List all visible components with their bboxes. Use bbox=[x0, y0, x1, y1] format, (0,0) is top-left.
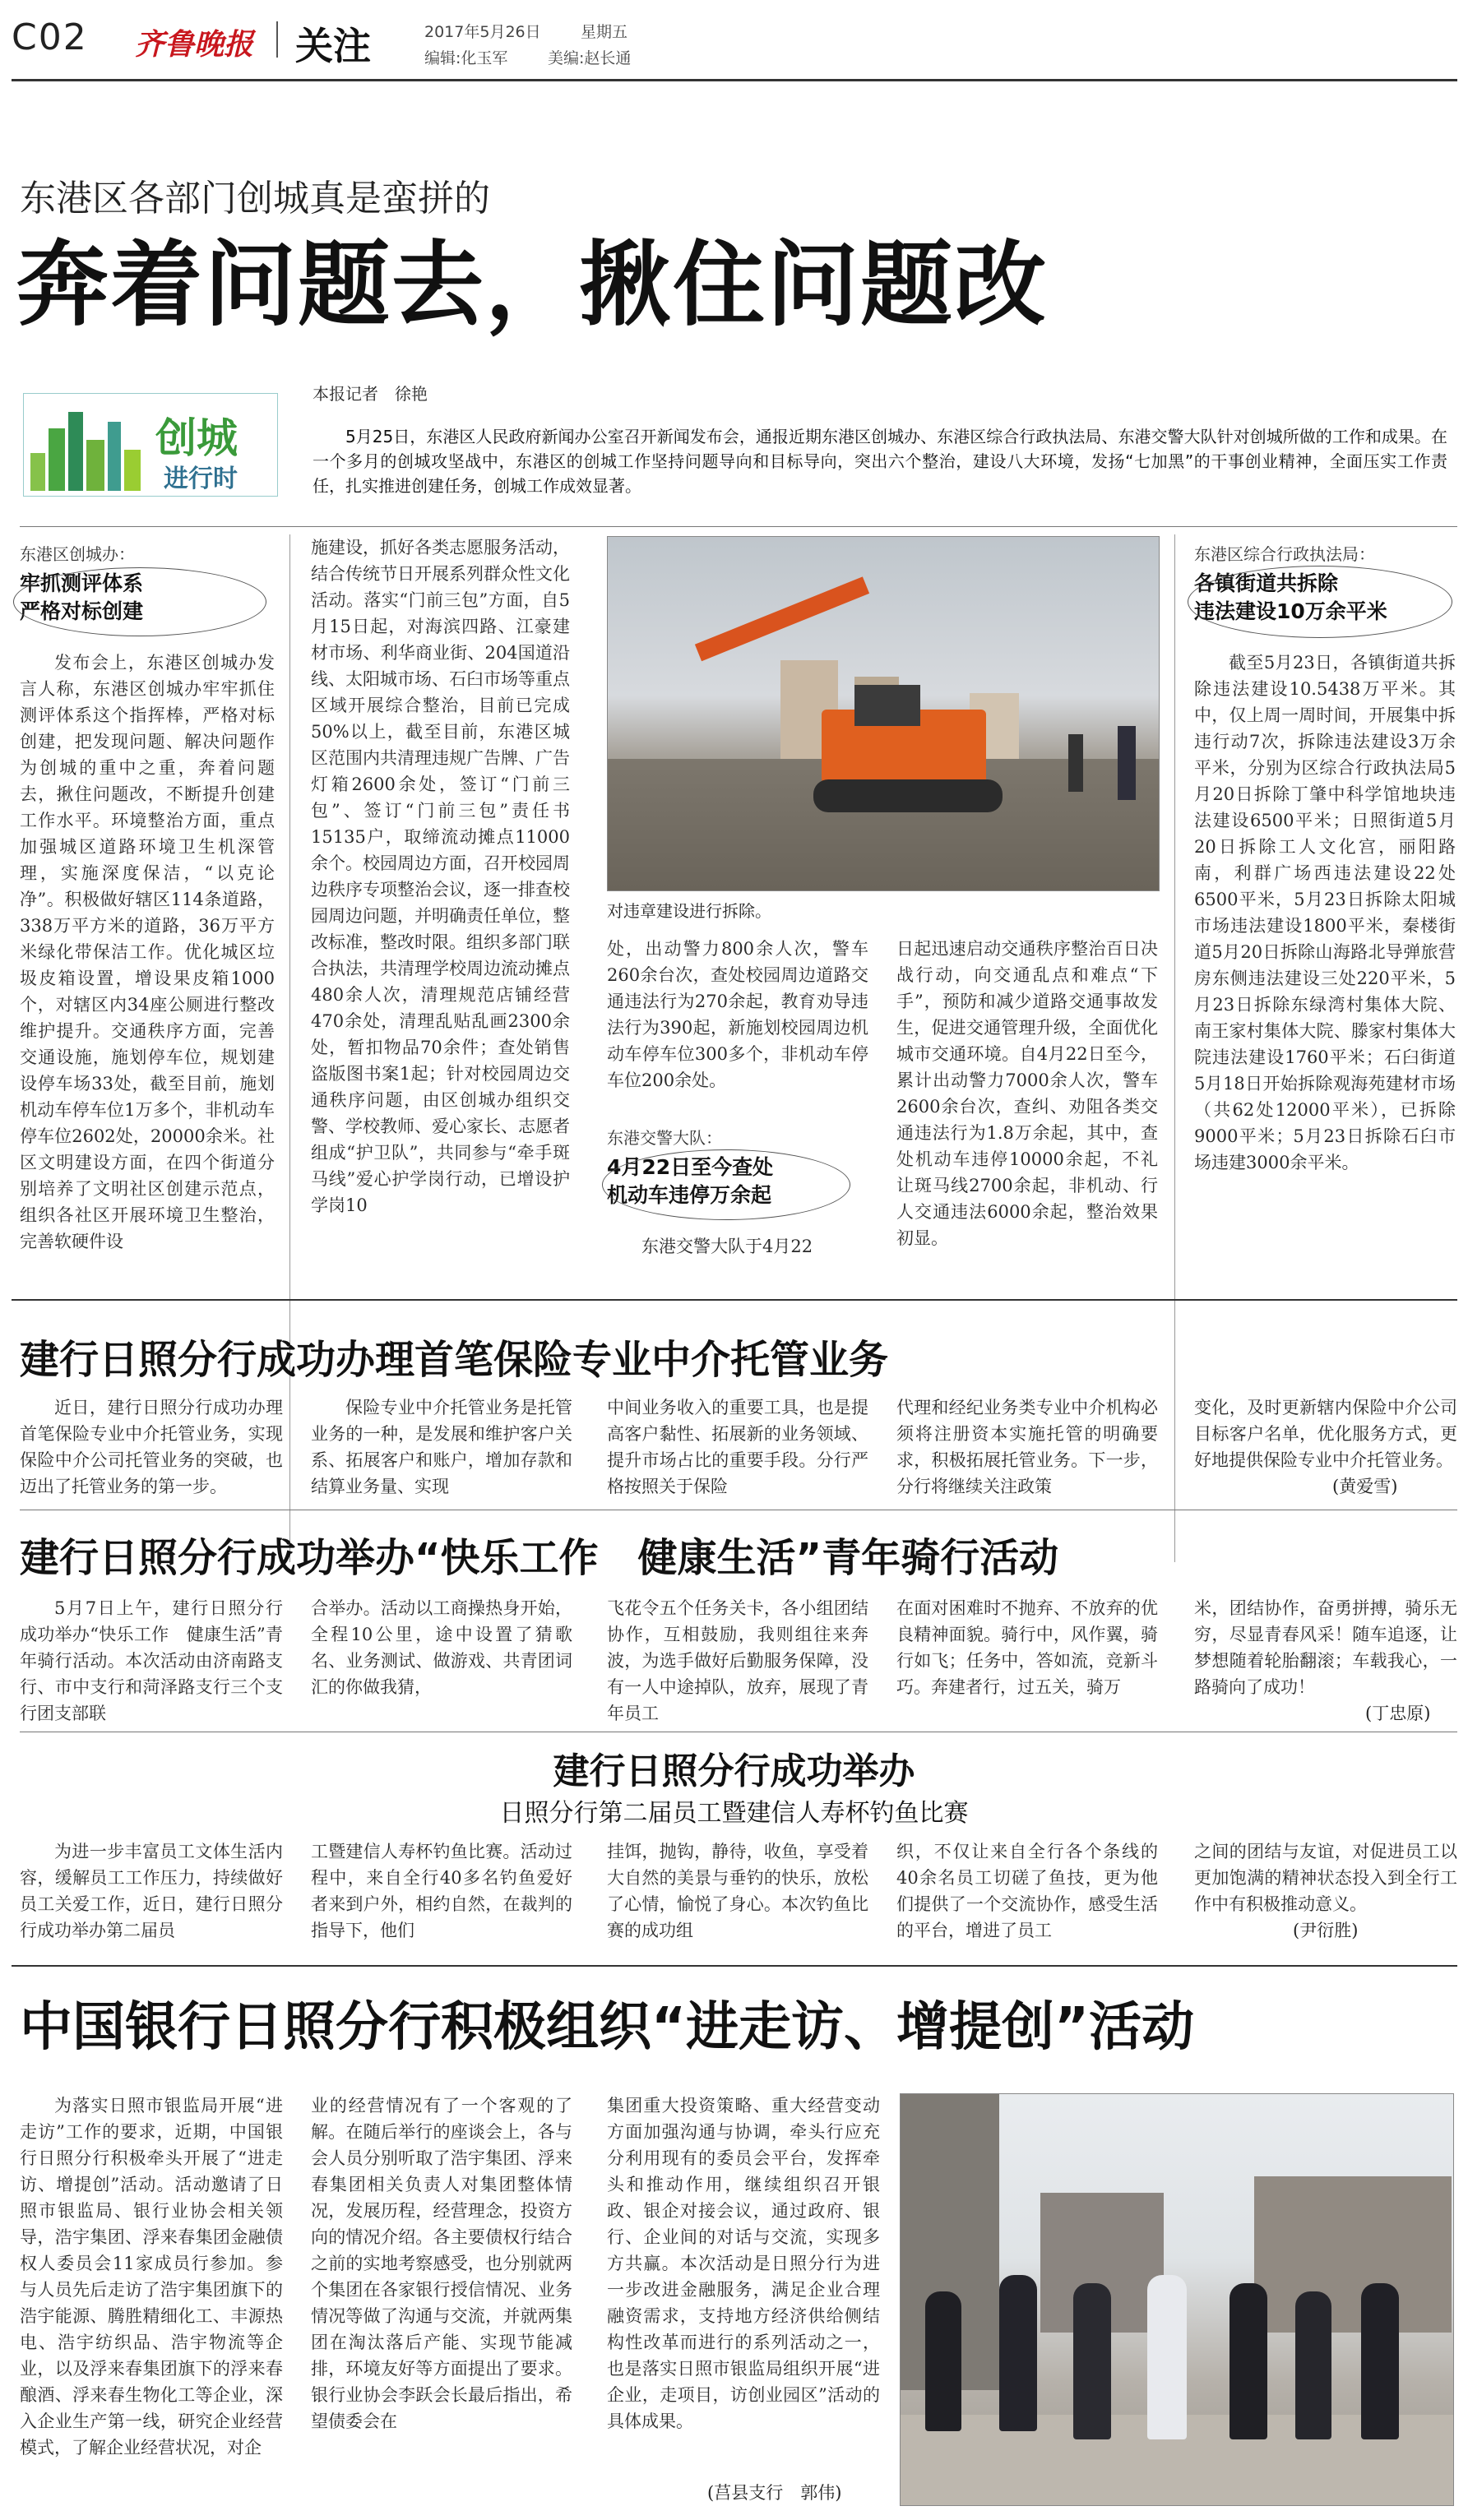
subhead-chuangcheng-office bbox=[20, 541, 266, 640]
lead-column-4 bbox=[896, 936, 1158, 1266]
ccb2-author: (丁忠原) bbox=[1365, 1704, 1431, 1723]
ccb3-subhead: 日照分行第二届员工暨建信人寿杯钓鱼比赛 bbox=[499, 1799, 969, 1828]
subhead-traffic-police bbox=[607, 1125, 868, 1232]
lead-byline: 本报记者 徐艳 bbox=[313, 384, 428, 404]
ccb2-col-3 bbox=[607, 1595, 868, 1727]
photo-person bbox=[1361, 2283, 1399, 2439]
logo-text-jinxingshi: 进行时 bbox=[164, 465, 238, 493]
demolition-photo-caption: 对违章建设进行拆除。 bbox=[607, 901, 771, 921]
lead-column-2-text: 施建设，抓好各类志愿服务活动，结合传统节日开展系列群众性文化活动。落实“门前三包”方面，自5月15日起，对海滨四路、江豪建材市场、利华商业街、204国道沿线、太阳城市场、石臼市场等重点区域开展综合整治，目前已完成50%以上，截至目前，东港区城区范围内共清理违规广告牌、广告灯箱2600余处，签订“门前三包”、签订“门前三包”责任书15135户，取缔流动摊点11000余个。校园周边方面，召开校园周边秩序专项整治会议，逐一排查校园周边问题，并明确责任单位，整改标准，整改时限。组织多部门联合执法，共清理学校周边流动摊点480余人次，清理规范店铺经营470余处，清理乱贴乱画2300余处，暂扣物品70余件；查处销售盗版图书案1起；针对校园周边交通秩序问题，由区创城办组织交警、学校教师、爱心家长、志愿者组成“护卫队”，共同参与“牵手斑马线”爱心护学岗行动，已增设护学岗10 bbox=[311, 538, 570, 1215]
ccb2-col-3-text: 飞花令五个任务关卡，各小组团结协作，互相鼓励，我则组往来奔波，为选手做好后勤服务保障，没有一人中途掉队，放弃，展现了青年员工 bbox=[607, 1598, 868, 1723]
ccb2-col-5-text: 米，团结协作，奋勇拼搏，骑乐无穷，尽显青春风采！随车追逐，让梦想随着轮胎翻滚；车载我心，一路骑向了成功！ bbox=[1194, 1598, 1457, 1697]
lead-headline: 奔着问题去，揪住问题改 bbox=[16, 232, 1048, 339]
issue-weekday: 星期五 bbox=[581, 23, 628, 41]
subhead-oval bbox=[602, 1149, 850, 1220]
issue-date: 2017年5月26日 bbox=[424, 23, 541, 41]
demolition-photo bbox=[607, 536, 1160, 891]
lead-column-3b bbox=[607, 1233, 868, 1266]
ccb1-col-1-text: 近日，建行日照分行成功办理首笔保险专业中介托管业务，实现保险中介公司托管业务的突破，也迈出了托管业务的第一步。 bbox=[20, 1398, 283, 1496]
editor-credit: 编辑:化玉军 bbox=[424, 49, 508, 67]
boc-col-1-text: 为落实日照市银监局开展“进走访”工作的要求，近期，中国银行日照分行积极牵头开展了“进走访、增提创”活动。活动邀请了日照市银监局、银行业协会相关领导，浩宇集团、浮来春集团金融债权人委员会11家成员行参加。参与人员先后走访了浩宇集团旗下的浩宇能源、腾胜精细化工、丰源热电、浩宇纺织品、浩宇物流等企业，以及浮来春集团旗下的浮来春酿酒、浮来春生物化工等企业，深入企业生产第一线，研究企业经营模式，了解企业经营状况，对企 bbox=[20, 2096, 283, 2458]
ccb3-col-2-text: 工暨建信人寿杯钓鱼比赛。活动过程中，来自全行40多名钓鱼爱好者来到户外，相约自然，在裁判的指导下，他们 bbox=[311, 1842, 572, 1940]
ccb3-col-4-text: 织，不仅让来自全行各个条线的40余名员工切磋了鱼技，更为他们提供了一个交流协作，感受生活的平台，增进了员工 bbox=[896, 1842, 1158, 1940]
subhead-tag: 东港区创城办： bbox=[20, 544, 135, 564]
boc-col-2-text: 业的经营情况有了一个客观的了解。在随后举行的座谈会上，各与会人员分别听取了浩宇集团、浮来春集团相关负责人对集团整体情况，发展历程，经营理念，投资方向的情况介绍。各主要债权行结合之前的实地考察感受，也分别就两个集团在各家银行授信情况、业务情况等做了沟通与交流，并就两集团在淘汰落后产能、实现节能减排，环境友好等方面提出了要求。银行业协会李跃会长最后指出，希望债委会在 bbox=[311, 2096, 572, 2431]
lead-column-5-text: 截至5月23日，各镇街道共拆除违法建设10.5438万平米。其中，仅上周一周时间，开展集中拆违行动7次，拆除违法建设3万余平米，分别为区综合行政执法局5月20日拆除丁肇中科学馆地块违法建设6500平米；日照街道5月20日拆除工人文化宫，丽阳路南，利群广场西违法建设22处6500平米，5月23日拆除太阳城市场违法建设1800平米，秦楼街道5月20日拆除山海路北导弹旅营房东侧违法建设三处220平米，5月23日拆除东绿湾村集体大院、南王家村集体大院、滕家村集体大院违法建设1760平米；石臼街道5月18日开始拆除观海苑建材市场（共62处12000平米），已拆除9000平米；5月23日拆除石臼市场违建3000余平米。 bbox=[1194, 653, 1456, 1172]
subhead-line: 4月22日至今查处 bbox=[607, 1155, 774, 1179]
boc-col-2 bbox=[311, 2092, 572, 2504]
ccb2-headline: 建行日照分行成功举办“快乐工作 健康生活”青年骑行活动 bbox=[20, 1535, 1059, 1581]
logo-text-chuangcheng: 创城 bbox=[155, 414, 238, 462]
visit-group-photo bbox=[900, 2093, 1454, 2506]
photo-building bbox=[1254, 2176, 1452, 2333]
paper-logo: 齐鲁晚报 bbox=[135, 27, 254, 62]
ccb1-author: (黄爱雪) bbox=[1332, 1477, 1398, 1496]
ccb3-col-1-text: 为进一步丰富员工文体生活内容，缓解员工工作压力，持续做好员工关爱工作，近日，建行日照分行成功举办第二届员 bbox=[20, 1842, 283, 1940]
ccb3-col-4 bbox=[896, 1838, 1158, 1944]
ccb2-col-2-text: 合举办。活动以工商操热身开始，全程10公里，途中设置了猜歌名、业务测试、做游戏、共青团词汇的你做我猜， bbox=[311, 1598, 572, 1697]
masthead-divider bbox=[276, 21, 278, 58]
boc-col-1 bbox=[20, 2092, 283, 2504]
excavator-arm bbox=[695, 576, 869, 661]
page-number: C02 bbox=[12, 16, 88, 58]
intro-rule bbox=[20, 526, 1457, 527]
ccb3-col-3-text: 挂饵，抛钩，静待，收鱼，享受着大自然的美景与垂钓的快乐，放松了心情，愉悦了身心。本次钓鱼比赛的成功组 bbox=[607, 1842, 868, 1940]
subhead-oval bbox=[1188, 566, 1452, 638]
ccb1-col-4 bbox=[896, 1394, 1158, 1500]
subhead-line: 各镇街道共拆除 bbox=[1194, 571, 1339, 595]
boc-col-3-text: 集团重大投资策略、重大经营变动方面加强沟通与协调，牵头行应充分利用现有的委员会平台，发挥牵头和推动作用，继续组织召开银政、银企对接会议，通过政府、银行、企业间的对话与交流，实现多方共赢。本次活动是日照分行为进一步改进金融服务，满足企业合理融资需求，支持地方经济供给侧结构性改革而进行的系列活动之一，也是落实日照市银监局组织开展“进企业，走项目，访创业园区”活动的具体成果。 bbox=[607, 2096, 880, 2431]
boc-author: (莒县支行 郭伟) bbox=[707, 2483, 842, 2503]
lead-column-4-text: 日起迅速启动交通秩序整治百日决战行动，向交通乱点和难点“下手”，预防和减少道路交通事故发生，促进交通管理升级，全面优化城市交通环境。自4月22日至今，累计出动警力7000余人次，警车2600余台次，查纠、劝阻各类交通违法行为1.8万余起，其中，查处机动车违停10000余起，不礼让斑马线2700余起，非机动、行人交通违法6000余起，整治效果初显。 bbox=[896, 939, 1158, 1248]
photo-person bbox=[1230, 2283, 1267, 2439]
section-rule bbox=[12, 1965, 1457, 1967]
ccb3-col-5 bbox=[1194, 1838, 1457, 1917]
ccb3-col-5-text: 之间的团结与友谊，对促进员工以更加饱满的精神状态投入到全行工作中有积极推动意义。 bbox=[1194, 1842, 1457, 1914]
masthead-rule bbox=[12, 79, 1457, 81]
ccb3-author: (尹衍胜) bbox=[1293, 1921, 1359, 1940]
ccb2-col-4-text: 在面对困难时不抛弃、不放弃的优良精神面貌。骑行中，风作翼，骑行如飞；任务中，答如流，竞新斗巧。奔建者行，过五关，骑万 bbox=[896, 1598, 1158, 1697]
ccb1-headline: 建行日照分行成功办理首笔保险专业中介托管业务 bbox=[20, 1337, 889, 1383]
excavator-tracks bbox=[813, 779, 1003, 812]
subhead-line: 严格对标创建 bbox=[20, 599, 144, 623]
ccb1-col-3-text: 中间业务收入的重要工具，也是提高客户黏性、拓展新的业务领域、提升市场占比的重要手段。分行严格按照关于保险 bbox=[607, 1398, 868, 1496]
ccb1-col-5 bbox=[1194, 1394, 1457, 1473]
ccb1-col-5-text: 变化，及时更新辖内保险中介公司目标客户名单，优化服务方式，更好地提供保险专业中介托管业务。 bbox=[1194, 1398, 1457, 1470]
subhead-tag: 东港交警大队： bbox=[607, 1128, 722, 1148]
masthead bbox=[12, 12, 1459, 77]
photo-worker bbox=[1068, 734, 1083, 792]
subhead-line: 机动车违停万余起 bbox=[607, 1183, 772, 1207]
photo-person bbox=[1147, 2275, 1187, 2439]
subhead-line: 牢抓测评体系 bbox=[20, 571, 144, 595]
chuangcheng-logo bbox=[23, 393, 278, 497]
ccb2-col-1-text: 5月7日上午，建行日照分行成功举办“快乐工作 健康生活”青年骑行活动。本次活动由济南路支行、市中支行和菏泽路支行三个支行团支部联 bbox=[20, 1598, 283, 1723]
photo-person bbox=[1073, 2283, 1111, 2439]
lead-column-3a-text: 处，出动警力800余人次，警车260余台次，查处校园周边道路交通违法行为270余起，教育劝导违法行为390起，新施划校园周边机动车停车位300多个，非机动车停车位200余处。 bbox=[607, 939, 868, 1090]
photo-person bbox=[999, 2275, 1037, 2431]
skyline-graphic bbox=[30, 412, 146, 491]
ccb2-col-2 bbox=[311, 1595, 572, 1727]
lead-intro bbox=[313, 424, 1447, 520]
photo-person bbox=[925, 2291, 961, 2431]
ccb2-col-4 bbox=[896, 1595, 1158, 1727]
ccb3-col-3 bbox=[607, 1838, 868, 1944]
ccb3-headline: 建行日照分行成功举办 bbox=[553, 1750, 915, 1792]
ccb2-col-5 bbox=[1194, 1595, 1457, 1700]
lead-column-3b-text: 东港交警大队于4月22 bbox=[641, 1237, 813, 1256]
excavator-cab bbox=[854, 685, 920, 726]
column-divider bbox=[1174, 534, 1175, 1562]
lead-intro-text: 5月25日，东港区人民政府新闻办公室召开新闻发布会，通报近期东港区创城办、东港区综合行政执法局、东港交警大队针对创城所做的工作和成果。在一个多月的创城攻坚战中，东港区的创城工作坚持问题导向和目标导向，突出六个整治，建设八大环境，发扬“七加黑”的干事创业精神，全面压实工作责任，扎实推进创建任务，创城工作成效显著。 bbox=[313, 427, 1447, 496]
ccb2-col-1 bbox=[20, 1595, 283, 1727]
photo-person bbox=[1295, 2291, 1331, 2439]
ccb1-col-2 bbox=[311, 1394, 572, 1500]
ccb3-col-1 bbox=[20, 1838, 283, 1944]
section-title: 关注 bbox=[295, 24, 371, 68]
section-rule bbox=[12, 1299, 1457, 1301]
ccb1-col-4-text: 代理和经纪业务类专业中介机构必须将注册资本实施托管的明确要求，积极拓展托管业务。下一步，分行将继续关注政策 bbox=[896, 1398, 1158, 1496]
column-divider bbox=[289, 534, 290, 1562]
lead-kicker: 东港区各部门创城真是蛮拼的 bbox=[20, 178, 490, 220]
ccb1-col-3 bbox=[607, 1394, 868, 1500]
subhead-enforcement-bureau bbox=[1194, 541, 1457, 648]
photo-worker bbox=[1118, 726, 1136, 800]
designer-credit: 美编:赵长通 bbox=[548, 49, 632, 67]
ccb3-col-2 bbox=[311, 1838, 572, 1944]
lead-column-3a bbox=[607, 936, 868, 1121]
boc-col-3 bbox=[607, 2092, 880, 2479]
subhead-oval bbox=[13, 567, 266, 636]
boc-headline: 中国银行日照分行积极组织“进走访、增提创”活动 bbox=[20, 1997, 1195, 2058]
ccb1-col-1 bbox=[20, 1394, 283, 1500]
subhead-line: 违法建设10万余平米 bbox=[1194, 599, 1387, 623]
subhead-tag: 东港区综合行政执法局： bbox=[1194, 544, 1375, 564]
lead-column-1-text: 发布会上，东港区创城办发言人称，东港区创城办牢牢抓住测评体系这个指挥棒，严格对标创建，把发现问题、解决问题作为创城的重中之重，奔着问题去，揪住问题改，不断提升创建工作水平。环境整治方面，重点加强城区道路环境卫生机深管理，实施深度保洁，“以克论净”。积极做好辖区114条道路，338万平方米的道路，36万平方米绿化带保洁工作。优化城区垃圾皮箱设置，增设果皮箱1000个，对辖区内34座公厕进行整改维护提升。交通秩序方面，完善交通设施，施划停车位，规划建设停车场33处，截至目前，施划机动车停车位1万多个，非机动车停车位2602处，20000余米。社区文明建设方面，在四个街道分别培养了文明社区创建示范点，组织各社区开展环境卫生整治，完善软硬件设 bbox=[20, 653, 275, 1251]
ccb1-col-2-text: 保险专业中介托管业务是托管业务的一种，是发展和维护客户关系、拓展客户和账户，增加存款和结算业务量、实现 bbox=[311, 1398, 572, 1496]
